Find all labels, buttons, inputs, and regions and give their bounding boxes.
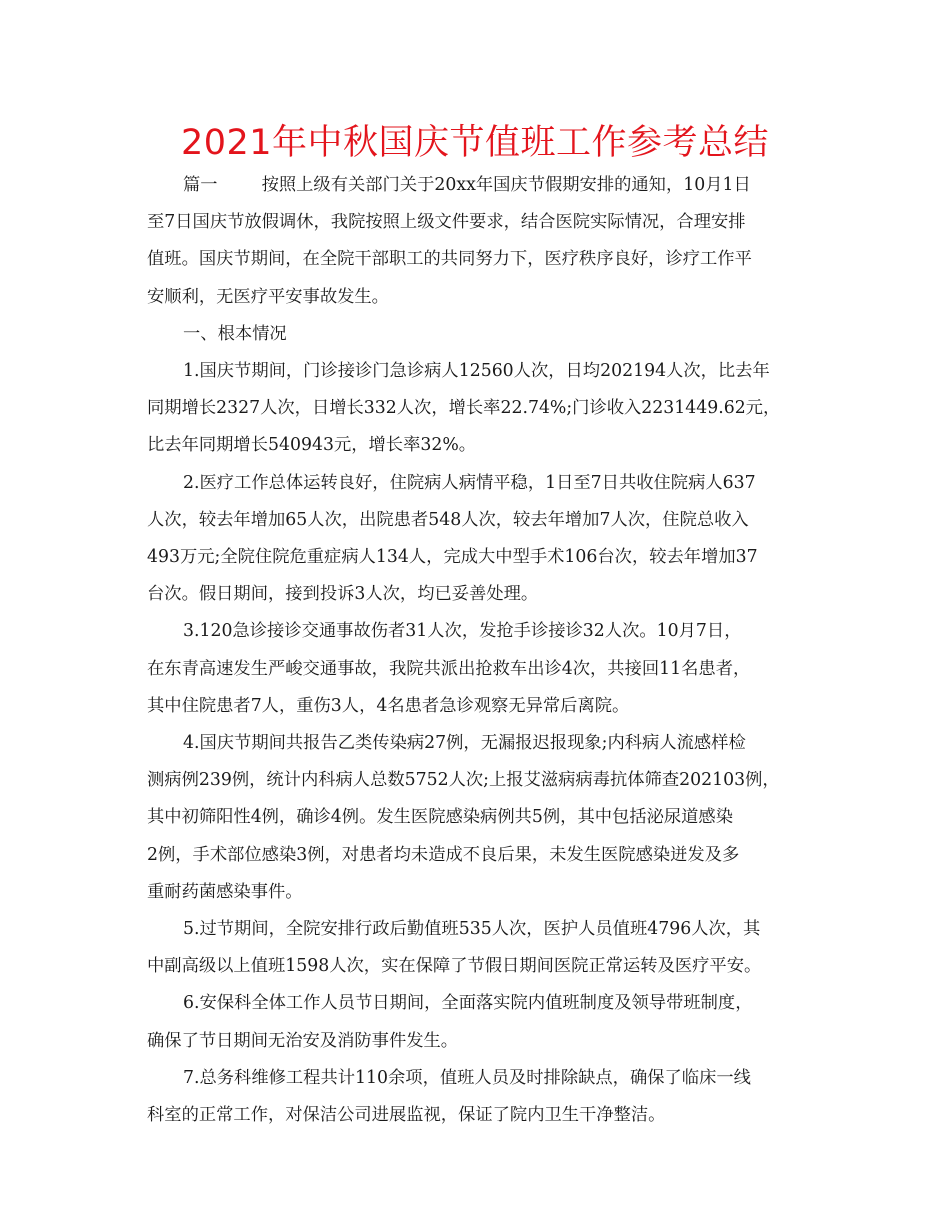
paragraph-line: 7.总务科维修工程共计110余项，值班人员及时排除缺点，确保了临床一线 <box>183 1067 751 1088</box>
section-heading: 一、根本情况 <box>183 323 287 344</box>
paragraph-line: 科室的正常工作，对保洁公司进展监视，保证了院内卫生干净整洁。 <box>147 1105 666 1126</box>
list-item <box>147 911 807 985</box>
list-item <box>147 353 807 465</box>
paragraph-line: 3.120急诊接诊交通事故伤者31人次，发抢手诊接诊32人次。10月7日， <box>183 621 742 642</box>
paragraph-line: 6.安保科全体工作人员节日期间，全面落实院内值班制度及领导带班制度， <box>183 993 753 1014</box>
paragraph-line: 2.医疗工作总体运转良好，住院病人病情平稳，1日至7日共收住院病人637 <box>183 472 756 493</box>
document-title: 2021年中秋国庆节值班工作参考总结 <box>180 123 770 163</box>
paragraph-line: 台次。假日期间，接到投诉3人次，均已妥善处理。 <box>147 584 539 605</box>
intro-label: 篇一 <box>183 175 218 195</box>
paragraph-line: 其中初筛阳性4例，确诊4例。发生医院感染病例共5例，其中包括泌尿道感染 <box>147 807 733 828</box>
paragraph-line: 安顺利，无医疗平安事故发生。 <box>147 286 389 307</box>
list-item <box>147 725 807 911</box>
list-item <box>147 613 807 725</box>
paragraph-line: 至7日国庆节放假调休，我院按照上级文件要求，结合医院实际情况，合理安排 <box>147 212 746 233</box>
paragraph-line: 4.国庆节期间共报告乙类传染病27例，无漏报迟报现象;内科病人流感样检 <box>183 733 746 754</box>
list-item <box>147 985 807 1059</box>
paragraph-line: 5.过节期间，全院安排行政后勤值班535人次，医护人员值班4796人次，其 <box>183 919 761 940</box>
paragraph-line: 中副高级以上值班1598人次，实在保障了节假日期间医院正常运转及医疗平安。 <box>147 956 762 977</box>
list-item <box>147 1060 807 1134</box>
paragraph-line: 值班。国庆节期间，在全院干部职工的共同努力下，医疗秩序良好，诊疗工作平 <box>147 249 752 270</box>
list-item <box>147 465 807 614</box>
paragraph-line: 493万元;全院住院危重症病人134人，完成大中型手术106台次，较去年增加37 <box>147 547 758 568</box>
paragraph-line: 其中住院患者7人，重伤3人，4名患者急诊观察无异常后离院。 <box>147 695 630 716</box>
intro-line-text: 按照上级有关部门关于20xx年国庆节假期安排的通知，10月1日 <box>261 175 751 195</box>
paragraph-line: 人次，较去年增加65人次，出院患者548人次，较去年增加7人次，住院总收入 <box>147 509 749 530</box>
document-body <box>147 167 807 1134</box>
paragraph-line <box>147 167 807 204</box>
paragraph-line: 在东青高速发生严峻交通事故，我院共派出抢救车出诊4次，共接回11名患者， <box>147 658 751 679</box>
paragraph-line: 同期增长2327人次，日增长332人次，增长率22.74%;门诊收入2231449.62元， <box>147 398 781 419</box>
paragraph-line: 重耐药菌感染事件。 <box>147 881 303 902</box>
paragraph-line: 确保了节日期间无治安及消防事件发生。 <box>147 1030 459 1051</box>
paragraph-line: 1.国庆节期间，门诊接诊门急诊病人12560人次，日均202194人次，比去年 <box>183 361 770 382</box>
intro-paragraph <box>147 167 807 316</box>
paragraph-line: 2例，手术部位感染3例，对患者均未造成不良后果，未发生医院感染迸发及多 <box>147 844 740 865</box>
paragraph-line: 比去年同期增长540943元，增长率32%。 <box>147 435 477 456</box>
paragraph-line: 测病例239例，统计内科病人总数5752人次;上报艾滋病病毒抗体筛查202103例， <box>147 770 780 791</box>
